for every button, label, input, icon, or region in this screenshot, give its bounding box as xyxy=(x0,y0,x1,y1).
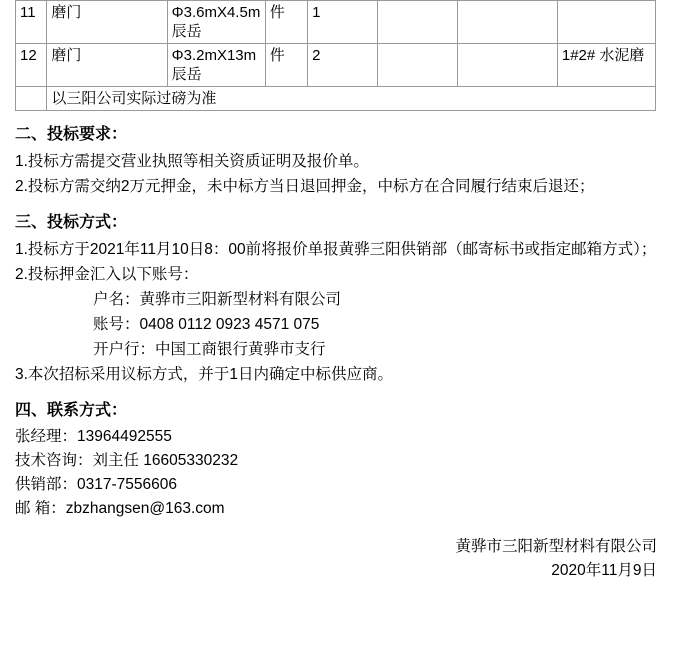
contact-email: 邮 箱：zbzhangsen@163.com xyxy=(15,500,225,517)
row-name: 磨门 xyxy=(47,44,167,87)
table-footer-row xyxy=(16,87,656,111)
section-contact xyxy=(15,399,660,521)
signature-block xyxy=(0,535,673,583)
row-index: 11 xyxy=(16,1,47,44)
row-blank-1 xyxy=(377,1,457,44)
contact-manager: 张经理：13964492555 xyxy=(15,428,172,445)
row-blank-2 xyxy=(457,44,557,87)
requirement-item-2: 2.投标方需交纳2万元押金，未中标方当日退回押金，中标方在合同履行结束后退还； xyxy=(15,178,595,195)
section-bid-method xyxy=(15,211,660,387)
row-qty: 2 xyxy=(308,44,378,87)
table-row xyxy=(16,1,656,44)
account-number: 账号：0408 0112 0923 4571 075 xyxy=(93,316,320,333)
section-heading: 二、投标要求： xyxy=(15,126,128,143)
method-item-1: 1.投标方于2021年11月10日8：00前将报价单报黄骅三阳供销部（邮寄标书或指定邮箱方式）； xyxy=(15,241,657,258)
row-unit: 件 xyxy=(265,44,307,87)
row-spec: Φ3.2mX13m辰岳 xyxy=(167,44,265,87)
section-heading: 三、投标方式： xyxy=(15,214,128,231)
section-heading: 四、联系方式： xyxy=(15,402,128,419)
account-bank: 开户行：中国工商银行黄骅市支行 xyxy=(93,341,326,358)
row-blank-1 xyxy=(377,44,457,87)
contact-technical: 技术咨询：刘主任 16605330232 xyxy=(15,452,239,469)
footer-note: 以三阳公司实际过磅为准 xyxy=(47,87,656,111)
contact-sales-department: 供销部：0317-7556606 xyxy=(15,476,177,493)
method-item-3: 3.本次招标采用议标方式，并于1日内确定中标供应商。 xyxy=(15,366,394,383)
footer-index xyxy=(16,87,47,111)
table-body xyxy=(16,1,656,111)
row-note xyxy=(557,1,655,44)
row-qty: 1 xyxy=(308,1,378,44)
row-index: 12 xyxy=(16,44,47,87)
row-name: 磨门 xyxy=(47,1,167,44)
account-name: 户名：黄骅市三阳新型材料有限公司 xyxy=(93,291,342,308)
row-blank-2 xyxy=(457,1,557,44)
requirement-item-1: 1.投标方需提交营业执照等相关资质证明及报价单。 xyxy=(15,153,369,170)
bid-items-table xyxy=(15,0,656,111)
signature-date: 2020年11月9日 xyxy=(551,562,657,579)
row-spec: Φ3.6mX4.5m辰岳 xyxy=(167,1,265,44)
signature-company: 黄骅市三阳新型材料有限公司 xyxy=(455,538,657,555)
row-note: 1#2# 水泥磨 xyxy=(557,44,655,87)
table-row xyxy=(16,44,656,87)
row-unit: 件 xyxy=(265,1,307,44)
method-item-2: 2.投标押金汇入以下账号： xyxy=(15,266,199,283)
section-bid-requirements xyxy=(15,123,660,199)
